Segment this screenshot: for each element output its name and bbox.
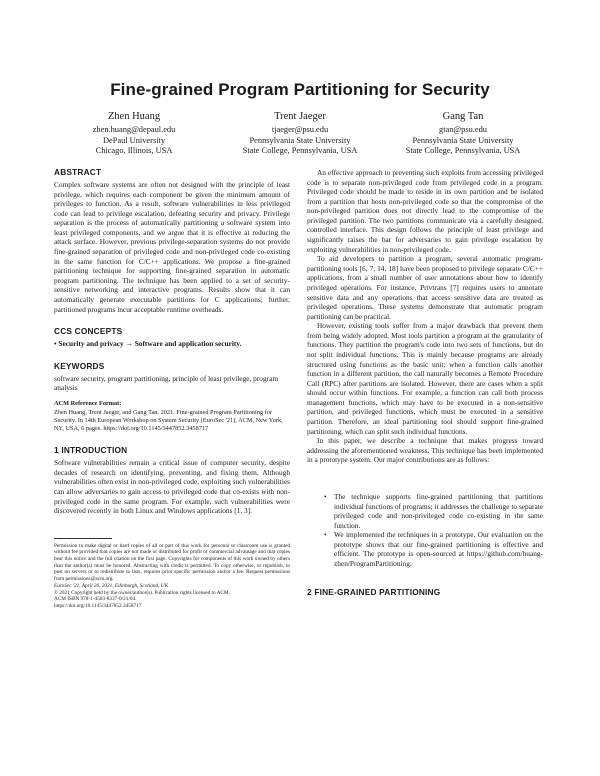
author-3 (363, 110, 563, 157)
abstract-text: Complex software systems are often not designed with the principle of least privilege, which requires each component be given the minimum amount of privileges to function. As a result, software vulnerabilities in less privileged code can lead to privilege escalation, defeating security and privacy. Privilege separation is the process of automatically partitioning a software system into least privileged components, and we argue that it is effective at reducing the attack surface. However, previous privilege-separation systems do not provide fine-grained separation of privileged code and non-privileged code co-existing in the same function for C/C++ applications. We propose a fine-grained partitioning technique for supporting fine-grained separation in automatic program partitioning. The technique has been applied to a set of security-sensitive networking and interactive programs. Results show that it can automatically generate executable partitions for C applications; further, partitioned programs incur acceptable runtime overheads. (54, 180, 290, 314)
intro-paragraph-2: An effective approach to preventing such exploits from accessing privileged code is to separate non-privileged code from privileged code in a program. Privileged code should be made to reside in its own partition and be isolated from a partition that hosts non-privileged code so that the compromise of the non-privileged partition does not directly lead to the compromise of the privileged partition. The two partitions communicate via a carefully designed, controlled interface. This design follows the principle of least privilege and significantly raises the bar for adversaries to gain privilege escalation by exploiting vulnerabilities in non-privileged code. (307, 168, 543, 254)
section-2-heading: 2 FINE-GRAINED PARTITIONING (307, 586, 441, 597)
abstract-heading: ABSTRACT (54, 167, 102, 177)
author-location: Chicago, Illinois, USA (95, 146, 173, 156)
right-column (307, 168, 543, 597)
footnote-rule (54, 538, 112, 539)
keywords-heading: KEYWORDS (54, 360, 105, 371)
list-item (307, 492, 543, 530)
contribution-text: The technique supports fine-grained partitioning that partitions individual functions of programs; it addresses the challenge to separate privileged code and non-privileged code co-existing in the same function. (334, 491, 543, 530)
venue-line: EuroSec '21, April 26, 2021, Edinburgh, Scotland, UK (54, 582, 169, 589)
author-location: State College, Pennsylvania, USA (242, 146, 358, 156)
author-affiliation: Pennsylvania State University (249, 135, 351, 145)
intro-paragraph-3: To aid developers to partition a program, several automatic program-partitioning tools [6, 7, 14, 18] have been proposed to privilege separate C/C++ applications, from a small number of user annotations about how to identify privileged operations. For instance, Privtrans [7] requires users to annotate sensitive data and any operations that access sensitive data are treated as privileged operations. These systems demonstrate that automatic program partitioning can be practical. (307, 254, 543, 321)
paper-title: Fine-grained Program Partitioning for Security (110, 80, 490, 99)
author-email: zhen.huang@depaul.edu (92, 125, 176, 134)
author-location: State College, Pennsylvania, USA (405, 146, 521, 156)
contribution-text: We implemented the techniques in a prototype. Our evaluation on the prototype shows that our fine-grained partitioning is effective and efficient. The prototype is open-sourced at https://github.com/huang-zhen/ProgramPartitioning. (334, 530, 543, 568)
author-name: Gang Tan (442, 111, 484, 122)
intro-paragraph-4: However, existing tools suffer from a major drawback that prevent them from being widely adopted. Most tools partition a program at the granularity of functions. They partition the program's code into two sets of functions, but do not split individual functions. This is mainly because programs are already structured using functions as the basic unit; when a function calls another function in a different partition, the call naturally becomes a Remote Procedure Call (RPC) after partitions are isolated. However, there are cases when a split should occur within functions. For example, a function can call both process management functions, which may have to be executed in a non-sensitive partition, and privileged functions, which must be executed in a sensitive partition. Therefore, an ideal partitioning tool should support fine-grained partitioning, which can split such individual functions. (307, 321, 543, 436)
copyright-line: © 2021 Copyright held by the owner/author(s). Publication rights licensed to ACM. (54, 589, 230, 596)
intro-paragraph-5: In this paper, we describe a technique that makes progress toward addressing the aforementioned weakness. This technique has been implemented in a prototype system. Our major contributions are as follows: (307, 436, 543, 465)
bullet-icon: • (324, 491, 327, 501)
permission-notice: Permission to make digital or hard copies of all or part of this work for personal or classroom use is granted without fee provided that copies are not made or distributed for profit or commercial advantage and that copies bear this notice and the full citation on the first page. Copyrights for components of this work owned by others than the author(s) must be honored. Abstracting with credit is permitted. To copy otherwise, or republish, to post on servers or to redistribute to lists, requires prior specific permission and/or a fee. Request permissions from permissions@acm.org. (54, 542, 290, 583)
author-name: Trent Jaeger (274, 111, 326, 122)
keywords-text: software security, program partitioning, principle of least privilege, program analysis (54, 373, 279, 393)
author-email: tjaeger@psu.edu (271, 125, 329, 134)
list-item (307, 530, 543, 568)
ccs-heading: CCS CONCEPTS (54, 326, 123, 337)
author-name: Zhen Huang (107, 111, 161, 122)
ccs-text: • Security and privacy → Software and application security. (54, 339, 242, 349)
intro-heading: 1 INTRODUCTION (54, 445, 128, 456)
author-email: gtan@psu.edu (439, 125, 487, 134)
author-affiliation: DePaul University (102, 135, 166, 145)
doi-link[interactable]: https://doi.org/10.1145/3447852.3458717 (54, 603, 142, 609)
intro-paragraph-1: Software vulnerabilities remain a critical issue of computer security, despite decades of research on identifying, preventing, and fixing them. Although vulnerabilities often exist in non-privileged code, exploiting such vulnerabilities can allow adversaries to gain access to privileged code that co-exists with non-privileged code in the same program. For example, such vulnerabilities were discovered recently in both Linux and Windows applications [1, 3]. (54, 458, 290, 516)
reference-heading: ACM Reference Format: (54, 399, 122, 407)
left-column (54, 167, 290, 610)
isbn-line: ACM ISBN 978-1-4503-8337-0/21/04. (54, 596, 137, 603)
bullet-icon: • (324, 530, 327, 540)
author-affiliation: Pennsylvania State University (412, 135, 514, 145)
contribution-list (307, 492, 543, 569)
reference-text: Zhen Huang, Trent Jaeger, and Gang Tan. 2021. Fine-grained Program Partitioning for Security. In 14th European Workshop on System Security (EuroSec '21), ACM, New York, NY, USA, 6 pages. https://doi.org/10.1145/3447852.3458717 (54, 408, 283, 433)
